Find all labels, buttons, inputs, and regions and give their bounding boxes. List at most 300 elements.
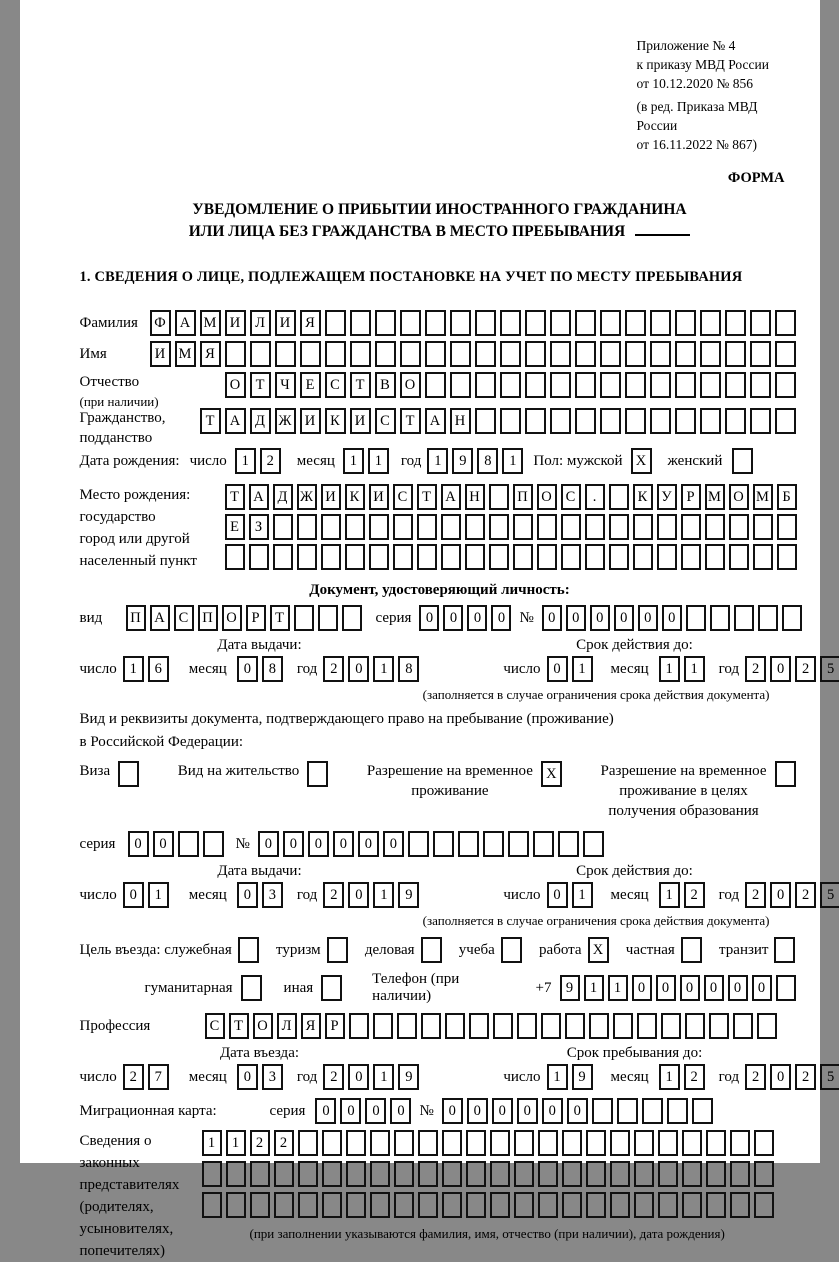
- char-box[interactable]: 0: [467, 605, 487, 631]
- char-box[interactable]: О: [729, 484, 749, 510]
- checkbox[interactable]: X: [631, 448, 652, 474]
- char-box[interactable]: [700, 341, 721, 367]
- char-box[interactable]: [500, 372, 521, 398]
- char-box[interactable]: [433, 831, 454, 857]
- char-box[interactable]: А: [150, 605, 170, 631]
- char-box[interactable]: [757, 1013, 777, 1039]
- char-box[interactable]: [475, 341, 496, 367]
- char-box[interactable]: [441, 544, 461, 570]
- char-box[interactable]: [706, 1161, 726, 1187]
- char-box[interactable]: [734, 605, 754, 631]
- char-box[interactable]: [658, 1130, 678, 1156]
- char-box[interactable]: [418, 1130, 438, 1156]
- char-box[interactable]: [298, 1192, 318, 1218]
- char-box[interactable]: Е: [300, 372, 321, 398]
- char-box[interactable]: 2: [274, 1130, 294, 1156]
- char-box[interactable]: [682, 1161, 702, 1187]
- char-box[interactable]: [706, 1192, 726, 1218]
- char-box[interactable]: 1: [427, 448, 448, 474]
- char-box[interactable]: [705, 544, 725, 570]
- char-box[interactable]: Я: [301, 1013, 321, 1039]
- char-box[interactable]: [513, 514, 533, 540]
- checkbox[interactable]: [307, 761, 328, 787]
- char-box[interactable]: [782, 605, 802, 631]
- char-box[interactable]: 1: [572, 656, 593, 682]
- char-box[interactable]: [202, 1161, 222, 1187]
- char-box[interactable]: [517, 1013, 537, 1039]
- char-box[interactable]: [682, 1192, 702, 1218]
- char-box[interactable]: П: [513, 484, 533, 510]
- char-box[interactable]: [525, 372, 546, 398]
- char-box[interactable]: Л: [277, 1013, 297, 1039]
- char-box[interactable]: М: [753, 484, 773, 510]
- char-box[interactable]: [750, 372, 771, 398]
- char-box[interactable]: [300, 341, 321, 367]
- char-box[interactable]: 2: [745, 656, 766, 682]
- char-box[interactable]: 0: [770, 656, 791, 682]
- char-box[interactable]: 1: [368, 448, 389, 474]
- char-box[interactable]: [345, 544, 365, 570]
- char-box[interactable]: [750, 310, 771, 336]
- char-box[interactable]: 2: [795, 1064, 816, 1090]
- char-box[interactable]: [681, 544, 701, 570]
- char-box[interactable]: [558, 831, 579, 857]
- char-box[interactable]: 0: [383, 831, 404, 857]
- char-box[interactable]: [675, 310, 696, 336]
- char-box[interactable]: [450, 372, 471, 398]
- char-box[interactable]: [562, 1161, 582, 1187]
- char-box[interactable]: 2: [260, 448, 281, 474]
- char-box[interactable]: 0: [333, 831, 354, 857]
- char-box[interactable]: 0: [542, 1098, 563, 1124]
- char-box[interactable]: 0: [614, 605, 634, 631]
- char-box[interactable]: И: [369, 484, 389, 510]
- char-box[interactable]: А: [175, 310, 196, 336]
- char-box[interactable]: [226, 1161, 246, 1187]
- char-box[interactable]: 0: [358, 831, 379, 857]
- char-box[interactable]: [692, 1098, 713, 1124]
- char-box[interactable]: [650, 310, 671, 336]
- char-box[interactable]: [775, 341, 796, 367]
- char-box[interactable]: 2: [795, 882, 816, 908]
- char-box[interactable]: У: [657, 484, 677, 510]
- checkbox[interactable]: [774, 937, 795, 963]
- char-box[interactable]: [583, 831, 604, 857]
- char-box[interactable]: 0: [365, 1098, 386, 1124]
- char-box[interactable]: [575, 372, 596, 398]
- char-box[interactable]: [370, 1192, 390, 1218]
- char-box[interactable]: [298, 1130, 318, 1156]
- char-box[interactable]: [754, 1192, 774, 1218]
- char-box[interactable]: [675, 341, 696, 367]
- char-box[interactable]: [775, 408, 796, 434]
- char-box[interactable]: А: [425, 408, 446, 434]
- char-box[interactable]: [589, 1013, 609, 1039]
- char-box[interactable]: Д: [250, 408, 271, 434]
- char-box[interactable]: [298, 1161, 318, 1187]
- char-box[interactable]: [730, 1161, 750, 1187]
- char-box[interactable]: [178, 831, 199, 857]
- char-box[interactable]: [349, 1013, 369, 1039]
- char-box[interactable]: [322, 1130, 342, 1156]
- char-box[interactable]: [709, 1013, 729, 1039]
- char-box[interactable]: [408, 831, 429, 857]
- char-box[interactable]: К: [325, 408, 346, 434]
- char-box[interactable]: [775, 310, 796, 336]
- char-box[interactable]: [421, 1013, 441, 1039]
- char-box[interactable]: [681, 514, 701, 540]
- char-box[interactable]: Ф: [150, 310, 171, 336]
- char-box[interactable]: 0: [128, 831, 149, 857]
- char-box[interactable]: [730, 1130, 750, 1156]
- char-box[interactable]: [657, 544, 677, 570]
- char-box[interactable]: [610, 1130, 630, 1156]
- char-box[interactable]: [609, 514, 629, 540]
- char-box[interactable]: [777, 544, 797, 570]
- char-box[interactable]: [417, 514, 437, 540]
- char-box[interactable]: [609, 544, 629, 570]
- char-box[interactable]: [538, 1192, 558, 1218]
- char-box[interactable]: Л: [250, 310, 271, 336]
- char-box[interactable]: [275, 341, 296, 367]
- char-box[interactable]: 9: [572, 1064, 593, 1090]
- char-box[interactable]: [450, 341, 471, 367]
- char-box[interactable]: 2: [323, 1064, 344, 1090]
- char-box[interactable]: [508, 831, 529, 857]
- char-box[interactable]: [489, 514, 509, 540]
- char-box[interactable]: 9: [452, 448, 473, 474]
- char-box[interactable]: [418, 1161, 438, 1187]
- char-box[interactable]: [525, 310, 546, 336]
- char-box[interactable]: 1: [547, 1064, 568, 1090]
- char-box[interactable]: [297, 544, 317, 570]
- checkbox[interactable]: [775, 761, 796, 787]
- char-box[interactable]: [733, 1013, 753, 1039]
- char-box[interactable]: [753, 514, 773, 540]
- char-box[interactable]: И: [150, 341, 171, 367]
- char-box[interactable]: 8: [398, 656, 419, 682]
- char-box[interactable]: [500, 341, 521, 367]
- char-box[interactable]: [650, 372, 671, 398]
- char-box[interactable]: 0: [123, 882, 144, 908]
- char-box[interactable]: Я: [200, 341, 221, 367]
- char-box[interactable]: [617, 1098, 638, 1124]
- char-box[interactable]: [585, 514, 605, 540]
- char-box[interactable]: 1: [572, 882, 593, 908]
- char-box[interactable]: 0: [704, 975, 724, 1001]
- char-box[interactable]: [777, 514, 797, 540]
- char-box[interactable]: [600, 408, 621, 434]
- char-box[interactable]: [466, 1130, 486, 1156]
- char-box[interactable]: [489, 544, 509, 570]
- char-box[interactable]: Т: [225, 484, 245, 510]
- char-box[interactable]: 1: [148, 882, 169, 908]
- char-box[interactable]: [441, 514, 461, 540]
- char-box[interactable]: Я: [300, 310, 321, 336]
- char-box[interactable]: [586, 1192, 606, 1218]
- char-box[interactable]: [754, 1161, 774, 1187]
- char-box[interactable]: Б: [777, 484, 797, 510]
- char-box[interactable]: Р: [325, 1013, 345, 1039]
- char-box[interactable]: О: [400, 372, 421, 398]
- char-box[interactable]: [514, 1192, 534, 1218]
- char-box[interactable]: [537, 514, 557, 540]
- char-box[interactable]: [513, 544, 533, 570]
- char-box[interactable]: [394, 1161, 414, 1187]
- char-box[interactable]: 5: [820, 1064, 839, 1090]
- char-box[interactable]: [225, 341, 246, 367]
- char-box[interactable]: [600, 341, 621, 367]
- char-box[interactable]: [393, 544, 413, 570]
- char-box[interactable]: Р: [246, 605, 266, 631]
- char-box[interactable]: [634, 1161, 654, 1187]
- char-box[interactable]: [675, 372, 696, 398]
- char-box[interactable]: [442, 1130, 462, 1156]
- char-box[interactable]: [475, 372, 496, 398]
- char-box[interactable]: [490, 1192, 510, 1218]
- char-box[interactable]: [675, 408, 696, 434]
- char-box[interactable]: 0: [547, 656, 568, 682]
- char-box[interactable]: [525, 341, 546, 367]
- char-box[interactable]: [346, 1192, 366, 1218]
- char-box[interactable]: 9: [398, 882, 419, 908]
- char-box[interactable]: 2: [684, 882, 705, 908]
- char-box[interactable]: С: [393, 484, 413, 510]
- char-box[interactable]: [658, 1192, 678, 1218]
- char-box[interactable]: 0: [340, 1098, 361, 1124]
- char-box[interactable]: С: [325, 372, 346, 398]
- char-box[interactable]: 0: [237, 1064, 258, 1090]
- char-box[interactable]: 1: [343, 448, 364, 474]
- char-box[interactable]: [273, 514, 293, 540]
- char-box[interactable]: [250, 1192, 270, 1218]
- char-box[interactable]: [575, 310, 596, 336]
- char-box[interactable]: [561, 514, 581, 540]
- char-box[interactable]: [445, 1013, 465, 1039]
- char-box[interactable]: [705, 514, 725, 540]
- char-box[interactable]: [565, 1013, 585, 1039]
- char-box[interactable]: К: [345, 484, 365, 510]
- char-box[interactable]: [425, 372, 446, 398]
- char-box[interactable]: [633, 514, 653, 540]
- char-box[interactable]: Т: [250, 372, 271, 398]
- char-box[interactable]: 1: [202, 1130, 222, 1156]
- char-box[interactable]: [562, 1130, 582, 1156]
- char-box[interactable]: 1: [235, 448, 256, 474]
- char-box[interactable]: [706, 1130, 726, 1156]
- char-box[interactable]: С: [205, 1013, 225, 1039]
- char-box[interactable]: [493, 1013, 513, 1039]
- char-box[interactable]: [394, 1192, 414, 1218]
- char-box[interactable]: [346, 1130, 366, 1156]
- char-box[interactable]: Т: [270, 605, 290, 631]
- char-box[interactable]: 0: [680, 975, 700, 1001]
- char-box[interactable]: [725, 408, 746, 434]
- char-box[interactable]: [203, 831, 224, 857]
- char-box[interactable]: [370, 1161, 390, 1187]
- char-box[interactable]: 1: [684, 656, 705, 682]
- char-box[interactable]: 0: [547, 882, 568, 908]
- char-box[interactable]: [525, 408, 546, 434]
- char-box[interactable]: [202, 1192, 222, 1218]
- char-box[interactable]: 8: [477, 448, 498, 474]
- char-box[interactable]: [753, 544, 773, 570]
- char-box[interactable]: [397, 1013, 417, 1039]
- char-box[interactable]: И: [300, 408, 321, 434]
- char-box[interactable]: [346, 1161, 366, 1187]
- char-box[interactable]: 1: [373, 1064, 394, 1090]
- char-box[interactable]: [375, 310, 396, 336]
- char-box[interactable]: [325, 341, 346, 367]
- char-box[interactable]: [342, 605, 362, 631]
- char-box[interactable]: [610, 1161, 630, 1187]
- char-box[interactable]: [758, 605, 778, 631]
- char-box[interactable]: [625, 408, 646, 434]
- char-box[interactable]: [561, 544, 581, 570]
- char-box[interactable]: И: [321, 484, 341, 510]
- char-box[interactable]: А: [225, 408, 246, 434]
- char-box[interactable]: [350, 310, 371, 336]
- char-box[interactable]: [730, 1192, 750, 1218]
- char-box[interactable]: 0: [517, 1098, 538, 1124]
- char-box[interactable]: [226, 1192, 246, 1218]
- char-box[interactable]: С: [174, 605, 194, 631]
- char-box[interactable]: 0: [443, 605, 463, 631]
- char-box[interactable]: [425, 310, 446, 336]
- char-box[interactable]: [418, 1192, 438, 1218]
- char-box[interactable]: [249, 544, 269, 570]
- char-box[interactable]: [514, 1130, 534, 1156]
- char-box[interactable]: 5: [820, 656, 839, 682]
- char-box[interactable]: 0: [590, 605, 610, 631]
- char-box[interactable]: [417, 544, 437, 570]
- char-box[interactable]: Р: [681, 484, 701, 510]
- char-box[interactable]: 1: [226, 1130, 246, 1156]
- char-box[interactable]: М: [200, 310, 221, 336]
- char-box[interactable]: [490, 1130, 510, 1156]
- char-box[interactable]: [400, 310, 421, 336]
- char-box[interactable]: [500, 310, 521, 336]
- char-box[interactable]: [273, 544, 293, 570]
- char-box[interactable]: [514, 1161, 534, 1187]
- char-box[interactable]: [475, 310, 496, 336]
- char-box[interactable]: [725, 310, 746, 336]
- char-box[interactable]: [350, 341, 371, 367]
- char-box[interactable]: [634, 1192, 654, 1218]
- char-box[interactable]: [475, 408, 496, 434]
- char-box[interactable]: [393, 514, 413, 540]
- checkbox[interactable]: X: [588, 937, 609, 963]
- char-box[interactable]: [650, 408, 671, 434]
- char-box[interactable]: [729, 514, 749, 540]
- char-box[interactable]: [776, 975, 796, 1001]
- char-box[interactable]: [538, 1130, 558, 1156]
- char-box[interactable]: С: [561, 484, 581, 510]
- checkbox[interactable]: [421, 937, 442, 963]
- char-box[interactable]: [541, 1013, 561, 1039]
- checkbox[interactable]: [501, 937, 522, 963]
- char-box[interactable]: 0: [153, 831, 174, 857]
- char-box[interactable]: [600, 372, 621, 398]
- char-box[interactable]: [375, 341, 396, 367]
- char-box[interactable]: 3: [262, 882, 283, 908]
- char-box[interactable]: 1: [608, 975, 628, 1001]
- char-box[interactable]: [550, 310, 571, 336]
- char-box[interactable]: 0: [467, 1098, 488, 1124]
- char-box[interactable]: [667, 1098, 688, 1124]
- char-box[interactable]: [325, 310, 346, 336]
- char-box[interactable]: [729, 544, 749, 570]
- char-box[interactable]: [625, 372, 646, 398]
- char-box[interactable]: 5: [820, 882, 839, 908]
- char-box[interactable]: [274, 1161, 294, 1187]
- char-box[interactable]: Д: [273, 484, 293, 510]
- char-box[interactable]: А: [441, 484, 461, 510]
- char-box[interactable]: [686, 605, 706, 631]
- char-box[interactable]: З: [249, 514, 269, 540]
- char-box[interactable]: [775, 372, 796, 398]
- char-box[interactable]: [725, 341, 746, 367]
- char-box[interactable]: [442, 1192, 462, 1218]
- char-box[interactable]: Е: [225, 514, 245, 540]
- char-box[interactable]: 1: [373, 882, 394, 908]
- char-box[interactable]: А: [249, 484, 269, 510]
- checkbox[interactable]: X: [541, 761, 562, 787]
- char-box[interactable]: 2: [745, 1064, 766, 1090]
- char-box[interactable]: 1: [659, 656, 680, 682]
- char-box[interactable]: 0: [632, 975, 652, 1001]
- char-box[interactable]: 0: [348, 882, 369, 908]
- char-box[interactable]: 8: [262, 656, 283, 682]
- char-box[interactable]: Т: [417, 484, 437, 510]
- char-box[interactable]: [458, 831, 479, 857]
- char-box[interactable]: [600, 310, 621, 336]
- char-box[interactable]: [297, 514, 317, 540]
- char-box[interactable]: 2: [795, 656, 816, 682]
- char-box[interactable]: [373, 1013, 393, 1039]
- char-box[interactable]: О: [537, 484, 557, 510]
- char-box[interactable]: 2: [745, 882, 766, 908]
- char-box[interactable]: [633, 544, 653, 570]
- char-box[interactable]: [274, 1192, 294, 1218]
- char-box[interactable]: 9: [398, 1064, 419, 1090]
- char-box[interactable]: [550, 341, 571, 367]
- char-box[interactable]: 0: [348, 656, 369, 682]
- char-box[interactable]: И: [225, 310, 246, 336]
- char-box[interactable]: [322, 1192, 342, 1218]
- char-box[interactable]: [321, 514, 341, 540]
- char-box[interactable]: .: [585, 484, 605, 510]
- char-box[interactable]: [466, 1192, 486, 1218]
- char-box[interactable]: [586, 1130, 606, 1156]
- char-box[interactable]: [345, 514, 365, 540]
- char-box[interactable]: 2: [323, 882, 344, 908]
- char-box[interactable]: [400, 341, 421, 367]
- char-box[interactable]: 0: [390, 1098, 411, 1124]
- char-box[interactable]: [625, 341, 646, 367]
- char-box[interactable]: [442, 1161, 462, 1187]
- char-box[interactable]: [483, 831, 504, 857]
- checkbox[interactable]: [321, 975, 342, 1001]
- char-box[interactable]: [225, 544, 245, 570]
- char-box[interactable]: [575, 408, 596, 434]
- char-box[interactable]: М: [175, 341, 196, 367]
- char-box[interactable]: И: [350, 408, 371, 434]
- char-box[interactable]: Н: [450, 408, 471, 434]
- char-box[interactable]: С: [375, 408, 396, 434]
- char-box[interactable]: 0: [566, 605, 586, 631]
- char-box[interactable]: [294, 605, 314, 631]
